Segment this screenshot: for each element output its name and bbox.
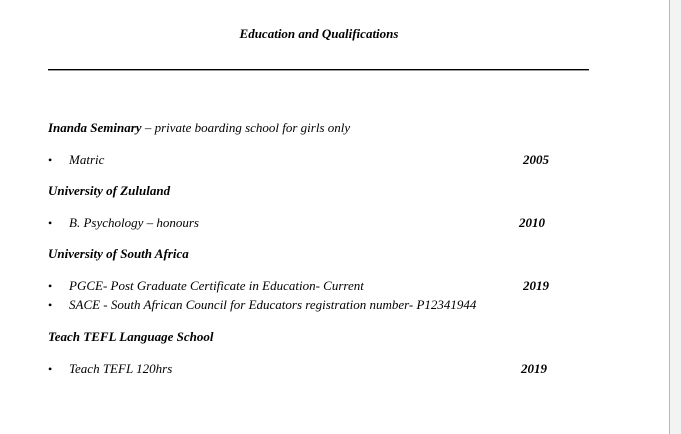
bullet: • [48, 216, 53, 230]
institution-name: Teach TEFL Language School [48, 329, 214, 344]
institution-name: University of Zululand [48, 183, 171, 198]
bullet: • [48, 279, 53, 293]
horizontal-rule [48, 69, 589, 71]
qualification-item: PGCE- Post Graduate Certificate in Education- Current [69, 278, 364, 293]
qualification-item: Matric [69, 152, 105, 167]
bullet: • [48, 298, 53, 312]
qualification-item: SACE - South African Council for Educators registration number- P12341944 [69, 297, 477, 312]
qualification-item: Teach TEFL 120hrs [69, 361, 173, 376]
institution-name: Inanda Seminary [48, 120, 142, 135]
qualification-year: 2005 [523, 152, 549, 167]
institution-heading [48, 246, 189, 262]
institution-heading [48, 120, 350, 136]
qualification-year: 2019 [521, 361, 547, 376]
qualification-item: B. Psychology – honours [69, 215, 199, 230]
institution-description: – private boarding school for girls only [141, 120, 351, 135]
institution-heading [48, 183, 170, 199]
page-gutter [670, 0, 681, 434]
bullet: • [48, 362, 53, 376]
section-title: Education and Qualifications [239, 26, 399, 41]
bullet: • [48, 153, 53, 167]
institution-heading [48, 329, 214, 345]
institution-name: University of South Africa [48, 246, 189, 261]
qualification-year: 2010 [519, 215, 545, 230]
qualification-year: 2019 [523, 278, 549, 293]
